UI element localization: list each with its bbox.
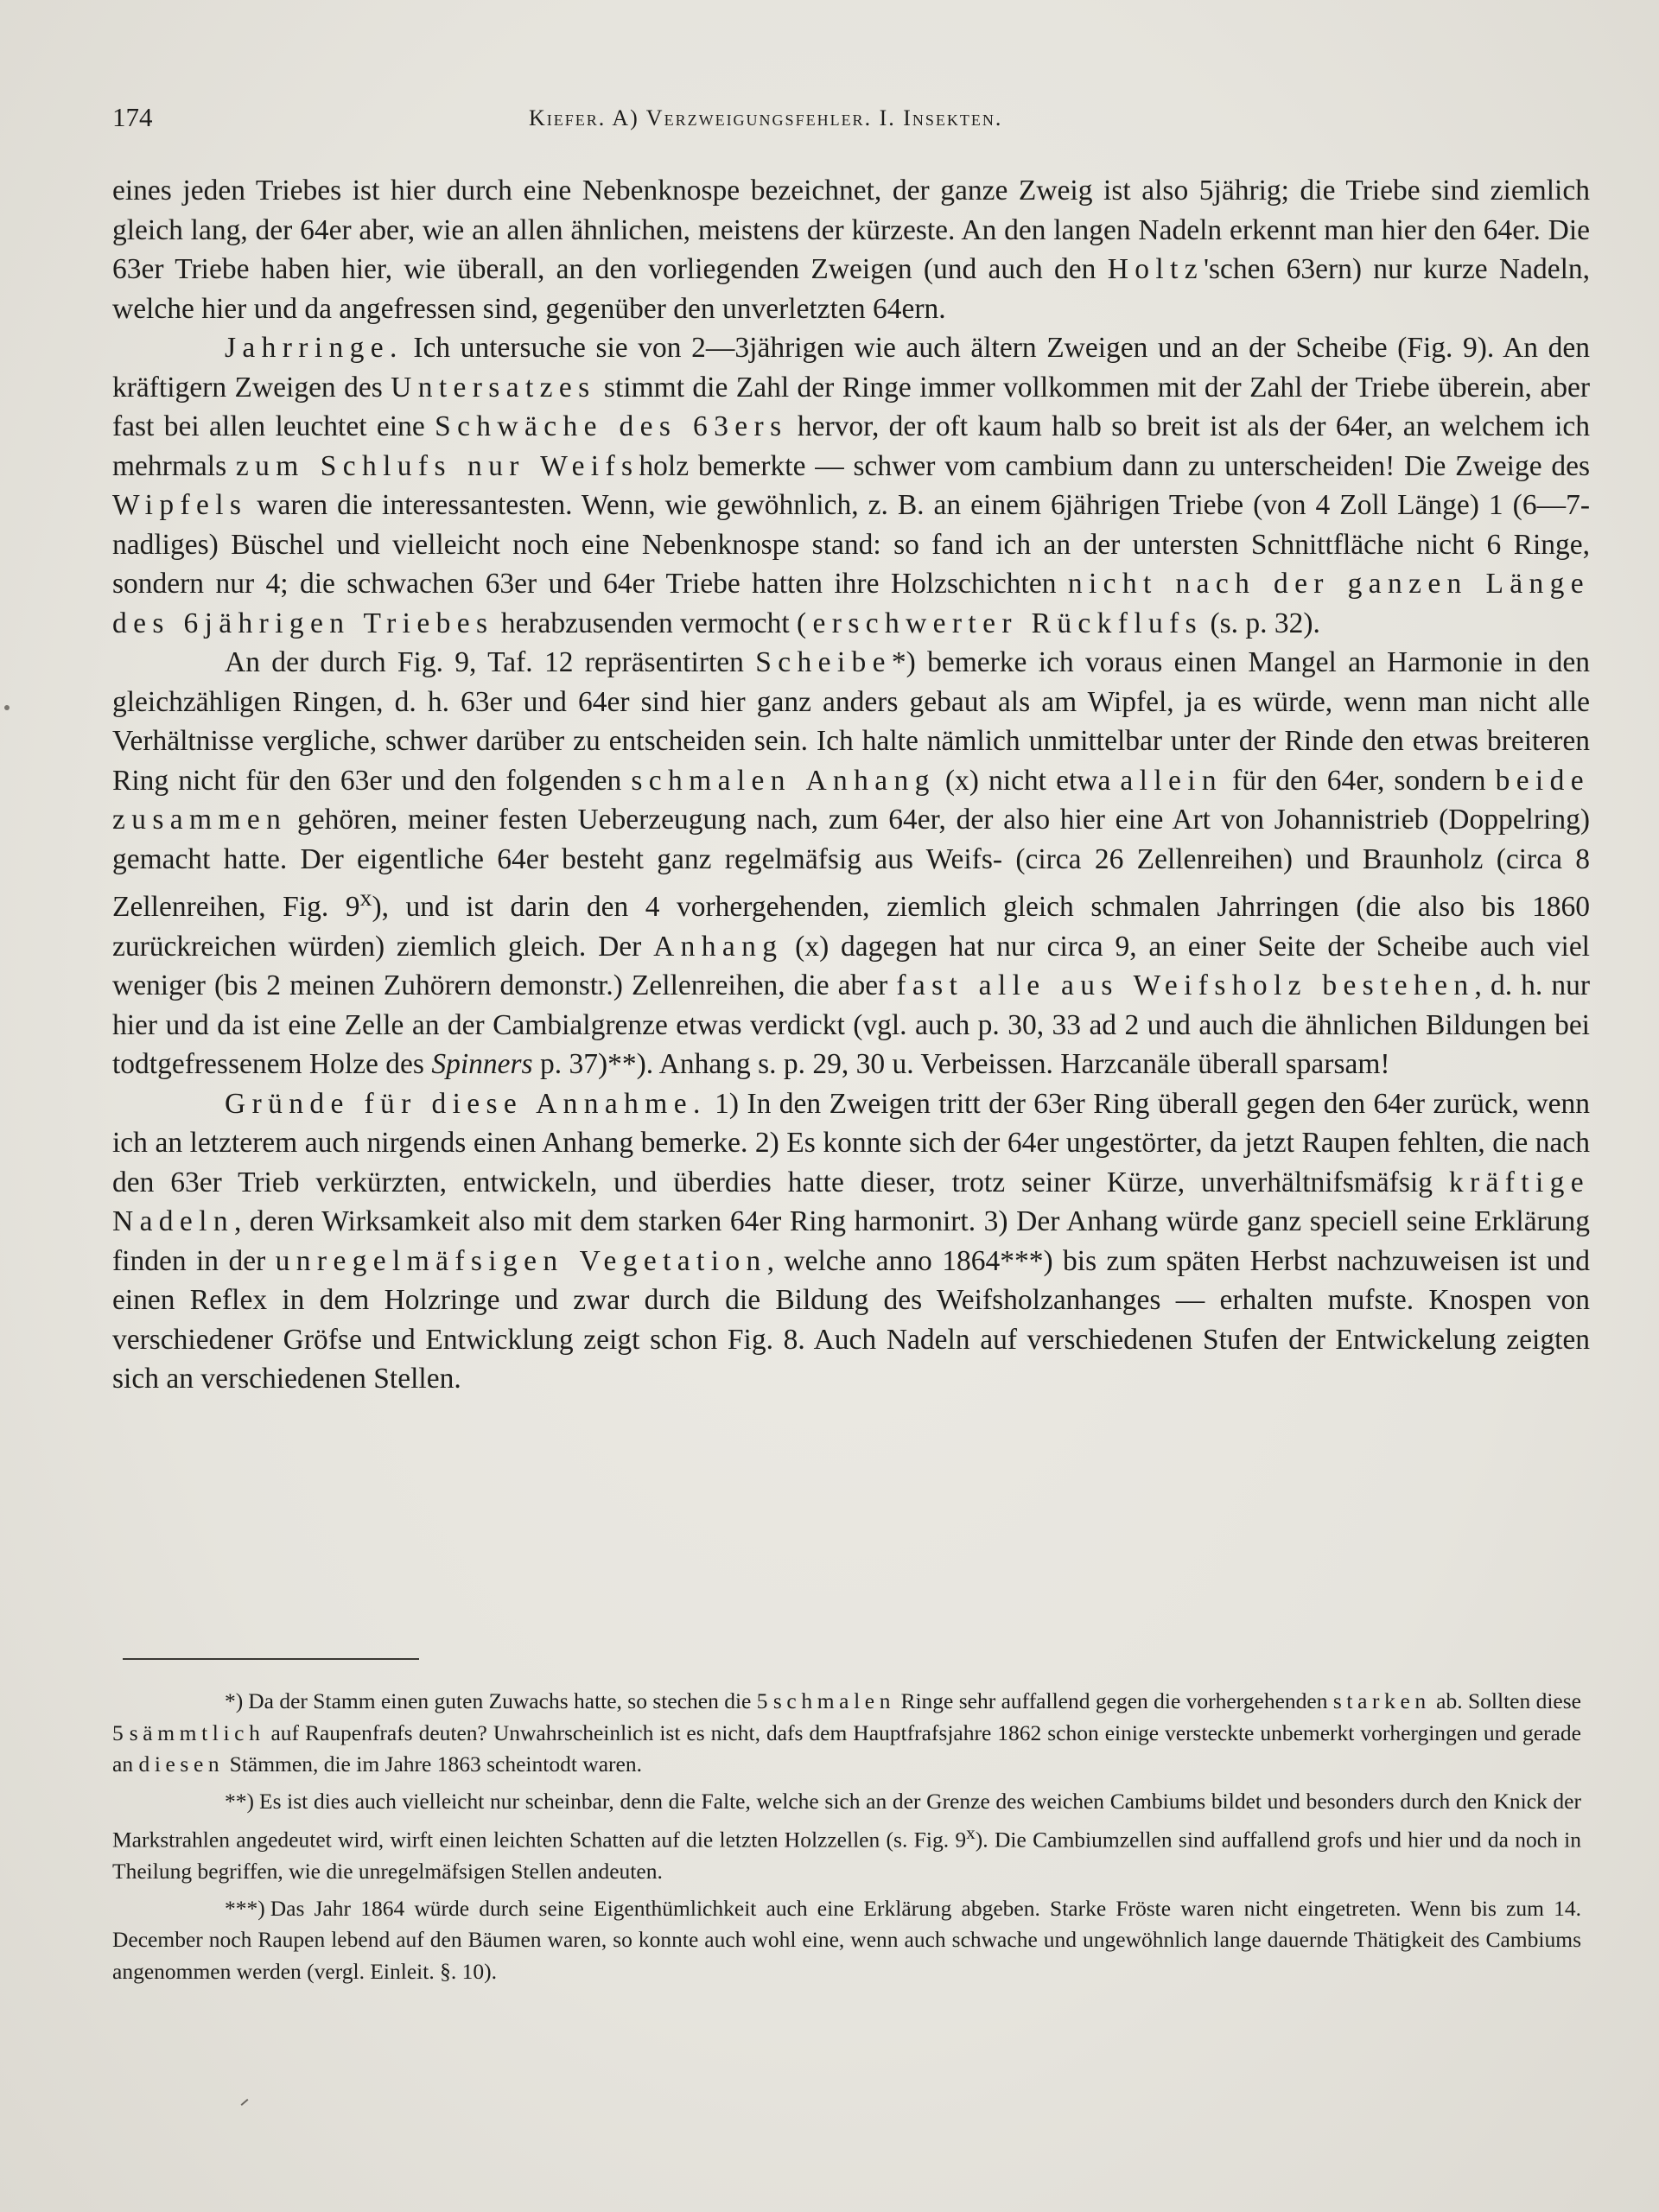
running-title: Kiefer. A) Verzweigungsfehler. I. Insekten.: [529, 105, 1003, 130]
footnote-marker: **): [225, 1788, 254, 1814]
text-run: An der durch Fig. 9, Taf. 12 repräsentirten: [225, 646, 756, 678]
page-number: 174: [112, 102, 153, 132]
text-run: ), und ist darin den 4 vorhergehenden, ziemlich gleich schmalen Jahrringen (die also bis 1860 zurückreichen würden) ziemlich gleich. Der: [112, 891, 1590, 963]
footnote-separator: [123, 1658, 419, 1660]
emphasis-spaced: Untersatzes: [391, 371, 596, 404]
emphasis-spaced: unregelmäfsigen Vegetation: [275, 1244, 767, 1277]
margin-speck: [4, 705, 10, 710]
emphasis-spaced: sämmtlich: [129, 1719, 265, 1745]
text-run: ab. Sollten diese 5: [112, 1688, 1581, 1745]
text-run: herabzusenden vermocht: [493, 607, 798, 639]
emphasis-spaced: diesen: [138, 1751, 225, 1777]
pencil-tick-mark: [241, 2099, 249, 2106]
footnote-1: [112, 1686, 1581, 1781]
emphasis-spaced: starken: [1332, 1688, 1431, 1713]
paragraph-4: [112, 1084, 1590, 1399]
emphasis-spaced: zum Schlufs nur Weifs: [235, 449, 639, 482]
text-run: , d. h. nur hier und da ist eine Zelle an der Cambialgrenze etwas verdickt (vgl. auch p. 30, 33 ad 2 und auch die ähnlichen Bildungen bei todtgefressenem Holze des: [112, 969, 1591, 1081]
footnotes: [112, 1686, 1581, 1993]
text-run: p. 37)**). Anhang s. p. 29, 30 u. Verbeissen. Harzcanäle überall sparsam!: [532, 1048, 1390, 1081]
superscript-mark: x: [966, 1822, 976, 1843]
text-run: gehören, meiner festen Ueberzeugung nach, zum 64er, der also hier eine Art von Johannistrieb (Doppelring) gemacht hatte. Der eigentliche 64er besteht ganz regelmäfsig aus Weifs- (circa 26 Zellenreihen) und Braunholz (circa 8 Zellenreihen, Fig. 9: [112, 804, 1590, 924]
paragraph-3: [112, 643, 1590, 1084]
emphasis-spaced: Schwäche des 63ers: [435, 410, 788, 442]
text-run: waren die interessantesten. Wenn, wie gewöhnlich, z. B. an einem 6jährigen Triebe (von 4 Zoll Länge) 1 (6—7nadliges) Büschel und vielleicht noch eine Nebenknospe stand: so fand ich an der untersten Schnittfläche nicht 6 Ringe, sondern nur 4; die schwachen 63er und 64er Triebe hatten ihre Holzschichten: [112, 489, 1590, 600]
text-run: , welche anno 1864***) bis zum späten Herbst nachzuweisen ist und einen Reflex in dem Holzringe und zwar durch die Bildung des Weifsholzanhanges — erhalten mufste. Knospen von verschiedener Gröfse und Entwicklung zeigt schon Fig. 8. Auch Nadeln auf verschiedenen Stufen der Entwickelung zeigten sich an verschiedenen Stellen.: [112, 1244, 1590, 1395]
emphasis-spaced: Scheibe: [755, 646, 892, 678]
emphasis-spaced: nicht nach der ganzen Länge des 6jährigen Triebes: [112, 568, 1590, 639]
main-text: [112, 171, 1590, 1399]
text-run: (x) dagegen hat nur circa 9, an einer Seite der Scheibe auch viel weniger (bis 2 meinen Zuhörern demonstr.) Zellenreihen, die aber: [112, 930, 1590, 1002]
emphasis-spaced: Anhang: [653, 930, 784, 963]
emphasis-spaced: kräftige Nadeln: [112, 1166, 1590, 1238]
text-run: Ich untersuche sie von 2—3jährigen wie auch ältern Zweigen und an der Scheibe (Fig. 9). An den kräftigern Zweigen des: [112, 332, 1590, 404]
text-run: 1) In den Zweigen tritt der 63er Ring überall gegen den 64er zurück, wenn ich an letzterem auch nirgends einen Anhang bemerke. 2) Es konnte sich der 64er ungestörter, da jetzt Raupen fehlten, die nach den 63er Trieb verkürzten, entwickeln, und überdies hatte dieser, trotz seiner Kürze, unverhältnifsmäfsig: [112, 1087, 1590, 1198]
text-run: Es ist dies auch vielleicht nur scheinbar, denn die Falte, welche sich an der Grenze des weichen Cambiums bildet und besonders durch den Knick der Markstrahlen angedeutet wird, wirft einen leichten Schatten auf die letzten Holzzellen (s. Fig. 9: [112, 1788, 1581, 1853]
paragraph-2: [112, 328, 1590, 643]
italic-term: Spinners: [431, 1048, 533, 1081]
emphasis-spaced: schmalen: [772, 1688, 896, 1713]
section-heading-spaced: Gründe für diese Annahme.: [225, 1087, 707, 1120]
emphasis-spaced: (erschwerter Rückflufs: [797, 607, 1204, 639]
emphasis-spaced: schmalen Anhang: [631, 764, 936, 797]
text-run: für den 64er, sondern: [1223, 764, 1496, 797]
superscript-mark: x: [359, 885, 372, 912]
text-run: Da der Stamm einen guten Zuwachs hatte, so stechen die 5: [248, 1688, 773, 1713]
footnote-marker: *): [225, 1688, 244, 1713]
author-name-spaced: Holtz: [1107, 253, 1204, 285]
text-run: *) bemerke ich voraus einen Mangel an Harmonie in den gleichzähligen Ringen, d. h. 63er und 64er sind hier ganz anders gebaut als am Wipfel, ja es würde, wenn man nicht alle Verhältnisse vergliche, schwer darüber zu entscheiden sein. Ich halte nämlich unmittelbar unter der Rinde den etwas breiteren Ring nicht für den 63er und den folgenden: [112, 646, 1590, 797]
footnote-2: [112, 1786, 1581, 1888]
section-heading-spaced: Jahrringe.: [225, 332, 404, 364]
text-run: (s. p. 32).: [1203, 607, 1320, 639]
emphasis-spaced: beide zusammen: [112, 764, 1590, 836]
paragraph-1: [112, 171, 1590, 328]
text-run: (x) nicht etwa: [935, 764, 1121, 797]
emphasis-spaced: fast alle aus Weifsholz bestehen: [896, 969, 1475, 1002]
emphasis-spaced: allein: [1120, 764, 1224, 797]
text-run: hervor, der oft kaum halb so breit ist als der 64er, an welchem ich mehrmals: [112, 410, 1590, 482]
footnote-3: [112, 1893, 1581, 1988]
text-run: Ringe sehr auffallend gegen die vorhergehenden: [895, 1688, 1333, 1713]
text-run: eines jeden Triebes ist hier durch eine Nebenknospe bezeichnet, der ganze Zweig ist also 5jährig; die Triebe sind ziemlich gleich lang, der 64er aber, wie an allen ähnlichen, meistens der kürzeste. An den langen Nadeln erkennt man hier den 64er. Die 63er Triebe haben hier, wie überall, an den vorliegenden Zweigen (und auch den: [112, 175, 1590, 285]
text-run: ). Die Cambiumzellen sind auffallend grofs und hier und da noch in Theilung begriffen, wie die unregelmäfsigen Stellen andeuten.: [112, 1827, 1581, 1884]
footnote-marker: ***): [225, 1895, 265, 1921]
text-run: Das Jahr 1864 würde durch seine Eigenthümlichkeit auch eine Erklärung abgeben. Starke Fröste waren nicht eingetreten. Wenn bis zum 14. December noch Raupen lebend auf den Bäumen waren, so konnte auch wohl eine, wenn auch schwache und ungewöhnlich lange dauernde Thätigkeit des Cambiums angenommen werden (vergl. Einleit. §. 10).: [112, 1895, 1581, 1984]
text-run: Stämmen, die im Jahre 1863 scheintodt waren.: [224, 1751, 642, 1777]
text-run: stimmt die Zahl der Ringe immer vollkommen mit der Zahl der Triebe überein, aber fast bei allen leuchtet eine: [112, 371, 1590, 442]
running-head: [112, 102, 1590, 137]
text-run: holz bemerkte — schwer vom cambium dann zu unterscheiden! Die Zweige des: [639, 449, 1590, 482]
emphasis-spaced: Wipfels: [112, 489, 248, 521]
text-run: 'schen 63ern) nur kurze Nadeln, welche hier und da angefressen sind, gegenüber den unverletzten 64ern.: [112, 253, 1590, 325]
text-run: , deren Wirksamkeit also mit dem starken 64er Ring harmonirt. 3) Der Anhang würde ganz speciell seine Erklärung finden in der: [112, 1205, 1590, 1277]
text-run: auf Raupenfrafs deuten? Unwahrscheinlich ist es nicht, dafs dem Hauptfrafsjahre 1862 schon einige versteckte unbemerkt vorhergingen und gerade an: [112, 1719, 1581, 1777]
